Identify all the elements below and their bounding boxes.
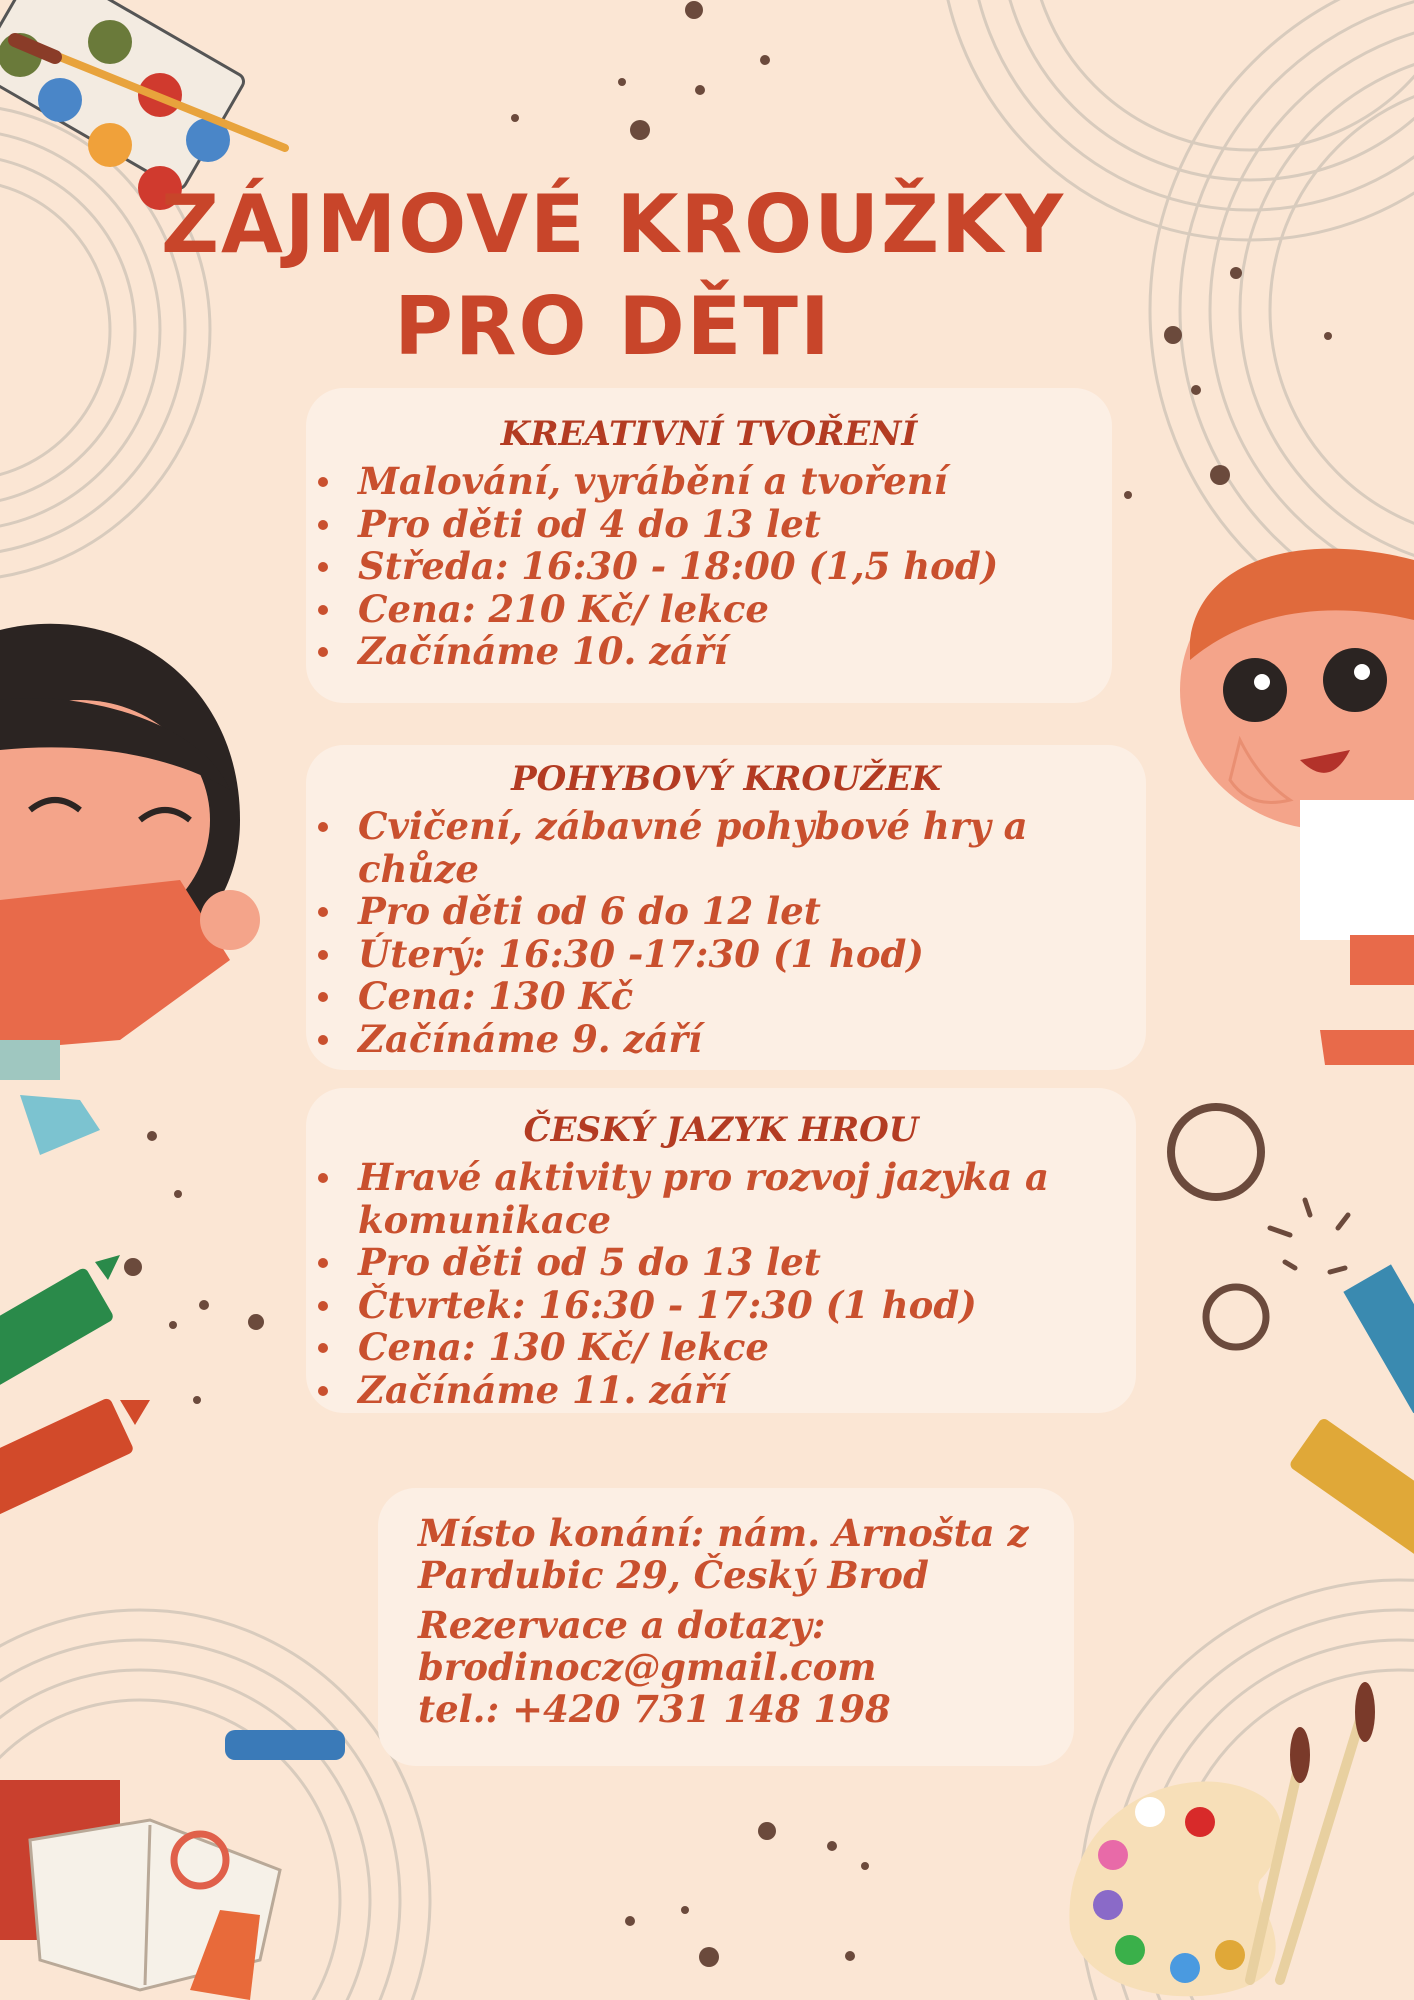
section-card-movement bbox=[306, 745, 1146, 1070]
list-item: Čtvrtek: 16:30 - 17:30 (1 hod) bbox=[358, 1284, 1076, 1327]
list-item: Pro děti od 6 do 12 let bbox=[358, 890, 1086, 933]
venue-text: Místo konání: nám. Arnošta z Pardubic 29, Český Brod bbox=[418, 1511, 1029, 1597]
list-item: Středa: 16:30 - 18:00 (1,5 hod) bbox=[358, 545, 1112, 588]
list-item: Začínáme 11. září bbox=[358, 1369, 1076, 1412]
section-heading: KREATIVNÍ TVOŘENÍ bbox=[500, 414, 918, 454]
list-item: Začínáme 9. září bbox=[358, 1018, 1086, 1061]
crayons-left-icon bbox=[0, 1255, 150, 1523]
list-item: Malování, vyrábění a tvoření bbox=[358, 460, 1112, 503]
list-item: Pro děti od 4 do 13 let bbox=[358, 503, 1112, 546]
poster-title-line1: ZÁJMOVÉ KROUŽKY bbox=[160, 178, 1066, 271]
section-list bbox=[306, 1156, 1136, 1411]
girl-illustration bbox=[0, 624, 260, 1155]
list-item: Cena: 210 Kč/ lekce bbox=[358, 588, 1112, 631]
section-list bbox=[306, 460, 1112, 673]
palette-illustration bbox=[1069, 1682, 1375, 1996]
email-link[interactable]: brodinocz@gmail.com bbox=[418, 1645, 877, 1689]
list-item: Pro děti od 5 do 13 let bbox=[358, 1241, 1076, 1284]
section-list bbox=[306, 805, 1146, 1060]
list-item: Cvičení, zábavné pohybové hry a chůze bbox=[358, 805, 1086, 890]
list-item: Hravé aktivity pro rozvoj jazyka a komunikace bbox=[358, 1156, 1076, 1241]
reservation-label: Rezervace a dotazy: bbox=[418, 1603, 826, 1647]
section-card-creative bbox=[306, 388, 1112, 703]
phone-text[interactable]: tel.: +420 731 148 198 bbox=[418, 1687, 891, 1731]
list-item: Začínáme 10. září bbox=[358, 630, 1112, 673]
contact-info-box bbox=[378, 1488, 1074, 1766]
section-card-czech bbox=[306, 1088, 1136, 1413]
section-heading: POHYBOVÝ KROUŽEK bbox=[511, 759, 941, 799]
list-item: Úterý: 16:30 -17:30 (1 hod) bbox=[358, 933, 1086, 976]
list-item: Cena: 130 Kč bbox=[358, 975, 1086, 1018]
crayons-right-icon bbox=[1288, 1264, 1414, 1563]
list-item: Cena: 130 Kč/ lekce bbox=[358, 1326, 1076, 1369]
boy-illustration bbox=[1180, 549, 1414, 1065]
section-heading: ČESKÝ JAZYK HROU bbox=[523, 1110, 919, 1150]
poster-title-line2: PRO DĚTI bbox=[394, 280, 832, 373]
